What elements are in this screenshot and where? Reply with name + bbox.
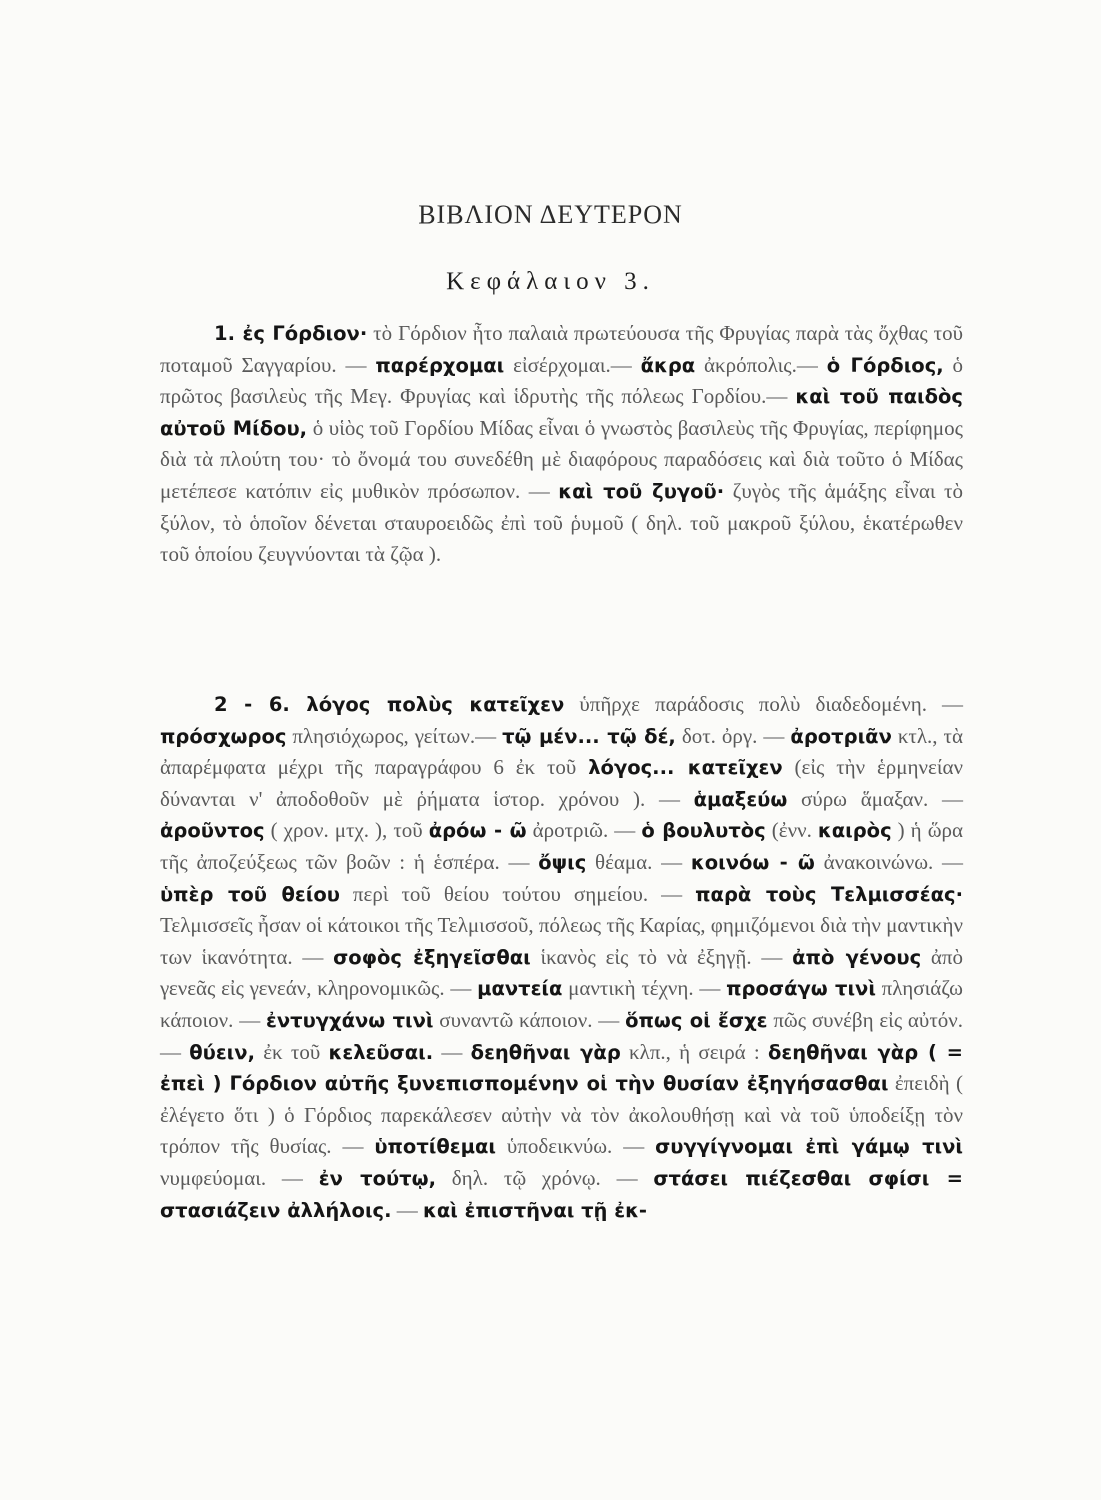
gloss-text: ὑποδεικνύω. — xyxy=(495,1134,656,1159)
chapter-title: Κεφάλαιον 3. xyxy=(446,268,655,295)
lemma-term: ὑποτίθεμαι xyxy=(374,1135,496,1159)
gloss-text: ὁ πρῶτος βασιλεὺς τῆς Μεγ. Φρυγίας καὶ ἱδρυτὴς τῆς πόλεως Γορδίου.— xyxy=(160,352,964,409)
gloss-text: (ἐνν. xyxy=(765,818,818,843)
lemma-term: ὄψις xyxy=(538,850,587,874)
lemma-term: κοινόω - ῶ xyxy=(690,850,815,874)
lemma-term: ἐν τούτῳ, xyxy=(318,1166,436,1190)
gloss-text: ἐκ τοῦ xyxy=(254,1039,329,1064)
gloss-text: — xyxy=(391,1197,424,1222)
lemma-term: σοφὸς ἐξηγεῖσθαι xyxy=(333,945,531,969)
gloss-text: νυμφεύομαι. — xyxy=(160,1165,319,1190)
lemma-term: ἀρόω - ῶ xyxy=(428,819,527,843)
lemma-term: ὑπὲρ τοῦ θείου xyxy=(160,882,340,906)
lemma-term: δεηθῆναι γὰρ ( = ἐπεὶ ) Γόρδιον αὐτῆς ξυνεπισπομένην οἱ τὴν θυσίαν ἐξηγήσασθαι xyxy=(160,1040,963,1096)
lemma-term: ἁμαξεύω xyxy=(693,787,788,811)
gloss-text: δηλ. τῷ χρόνῳ. — xyxy=(436,1165,654,1190)
lemma-term: ἀροῦντος xyxy=(160,819,265,843)
gloss-text: κτλ., τὰ ἀπαρέμφατα μέχρι τῆς παραγράφου 6 ἐκ τοῦ xyxy=(160,723,963,780)
gloss-text: ἀκρόπολις.— xyxy=(695,352,827,377)
lemma-term: δεηθῆναι γὰρ xyxy=(470,1040,621,1064)
gloss-text: θέαμα. — xyxy=(586,849,691,874)
lemma-term: ἀπὸ γένους xyxy=(792,945,922,969)
gloss-text: πλησιόχωρος, γείτων.— xyxy=(286,723,503,748)
lemma-term: ὅπως οἱ ἔσχε xyxy=(625,1008,768,1032)
lemma-term: καὶ τοῦ ζυγοῦ· xyxy=(558,479,725,503)
gloss-text: τὸ Γόρδιον ἦτο παλαιὰ πρωτεύουσα τῆς Φρυγίας παρὰ τὰς ὄχθας τοῦ ποταμοῦ Σαγγαρίου. — xyxy=(160,321,963,377)
gloss-text: ἱκανὸς εἰς τὸ νὰ ἐξηγῇ. — xyxy=(530,944,793,969)
lemma-term: ὁ βουλυτὸς xyxy=(641,819,766,843)
lemma-term: συγγίγνομαι ἐπὶ γάμῳ τινὶ xyxy=(655,1135,964,1159)
lemma-term: καὶ ἐπιστῆναι τῇ ἐκ- xyxy=(423,1198,648,1222)
lemma-term: θύειν, xyxy=(189,1040,255,1064)
gloss-text: ἀπὸ γενεᾶς εἰς γενεάν, κληρονομικῶς. — xyxy=(160,944,963,1001)
gloss-text: ὁ υἱὸς τοῦ Γορδίου Μίδας εἶναι ὁ γνωστὸς βασιλεὺς τῆς Φρυγίας, περίφημος διὰ τὰ πλούτη του· τὸ ὄνομά του συνεδέθη μὲ διαφόρους παραδόσεις καὶ διὰ τοῦτο ὁ Μίδας μετέπεσε κατόπιν εἰς μυθικὸν πρόσωπον. — xyxy=(160,415,963,503)
gloss-text: πῶς συνέβη εἰς αὐτόν. — xyxy=(160,1007,964,1064)
gloss-text: ζυγὸς τῆς ἁμάξης εἶναι τὸ ξύλον, τὸ ὁποῖον δένεται σταυροειδῶς ἐπὶ τοῦ ῥυμοῦ ( δηλ. τοῦ μακροῦ ξύλου, ἑκατέρωθεν τοῦ ὁποίου ζευγνύονται τὰ ζῷα ). xyxy=(160,478,963,567)
gloss-text: συναντῶ κάποιον. — xyxy=(433,1007,626,1032)
commentary-paragraph-2 xyxy=(160,689,963,1226)
lemma-term: κελεῦσαι. xyxy=(328,1040,434,1064)
gloss-text: — xyxy=(433,1039,471,1064)
lemma-term: 1. ἐς Γόρδιον· xyxy=(214,322,368,345)
gloss-text: ἐπειδὴ ( ἐλέγετο ὅτι ) ὁ Γόρδιος παρεκάλεσεν αὐτὴν νὰ τὸν ἀκολουθήσῃ καὶ νὰ τοῦ ὑποδείξῃ τὸν τρόπον τῆς θυσίας. — xyxy=(160,1071,963,1159)
gloss-text: εἰσέρχομαι.— xyxy=(504,352,641,377)
lemma-term: ἐντυγχάνω τινὶ xyxy=(266,1008,434,1032)
lemma-term: παρὰ τοὺς Τελμισσέας· xyxy=(695,882,963,906)
lemma-term: μαντεία xyxy=(477,977,563,1001)
gloss-text: (εἰς τὴν ἑρμηνείαν δύνανται ν' ἀποδοθοῦν μὲ ῥήματα ἱστορ. χρόνου ). — xyxy=(160,755,963,811)
lemma-term: καὶ τοῦ παιδὸς αὐτοῦ Μίδου, xyxy=(160,385,963,440)
lemma-term: ἄκρα xyxy=(640,353,696,377)
gloss-text: Τελμισσεῖς ἦσαν οἱ κάτοικοι τῆς Τελμισσοῦ, πόλεως τῆς Καρίας, φημιζόμενοι διὰ τὴν μαντικὴν των ἱκανότητα. — xyxy=(160,913,963,969)
gloss-text: δοτ. ὀργ. — xyxy=(675,723,791,748)
gloss-text: ( χρον. μτχ. ), τοῦ xyxy=(264,818,429,843)
gloss-text: ἀροτριῶ. — xyxy=(526,818,642,843)
commentary-paragraph-1 xyxy=(160,318,963,571)
lemma-term: λόγος... κατεῖχεν xyxy=(588,756,783,780)
gloss-text: πλησιάζω κάποιον. — xyxy=(160,976,963,1032)
lemma-term: παρέρχομαι xyxy=(375,353,505,377)
gloss-text: περὶ τοῦ θείου τούτου σημείου. — xyxy=(339,881,696,906)
gloss-text: ) ἡ ὥρα τῆς ἀποζεύξεως τῶν βοῶν : ἡ ἑσπέρα. — xyxy=(160,818,964,874)
lemma-term: τῷ μέν... τῷ δέ, xyxy=(502,724,676,748)
lemma-term: πρόσχωρος xyxy=(160,724,287,748)
lemma-term: ἀροτριᾶν xyxy=(790,724,892,748)
gloss-text: ἀνακοινώνω. — xyxy=(814,849,963,874)
lemma-term: καιρὸς xyxy=(817,819,892,843)
gloss-text: μαντικὴ τέχνη. — xyxy=(562,976,727,1001)
lemma-term: προσάγω τινὶ xyxy=(726,977,876,1001)
lemma-term: 2 - 6. λόγος πολὺς κατεῖχεν xyxy=(214,693,565,716)
book-title: ΒΙΒΛΙΟΝ ΔΕΥΤΕΡΟΝ xyxy=(418,200,683,229)
lemma-term: στάσει πιέζεσθαι σφίσι = στασιάζειν ἀλλήλοις. xyxy=(160,1166,963,1222)
lemma-term: ὁ Γόρδιος, xyxy=(826,353,944,377)
gloss-text: σύρω ἅμαξαν. — xyxy=(787,786,963,811)
gloss-text: ὑπῆρχε παράδοσις πολὺ διαδεδομένη. — xyxy=(564,692,964,716)
gloss-text: κλπ., ἡ σειρά : xyxy=(620,1039,769,1064)
